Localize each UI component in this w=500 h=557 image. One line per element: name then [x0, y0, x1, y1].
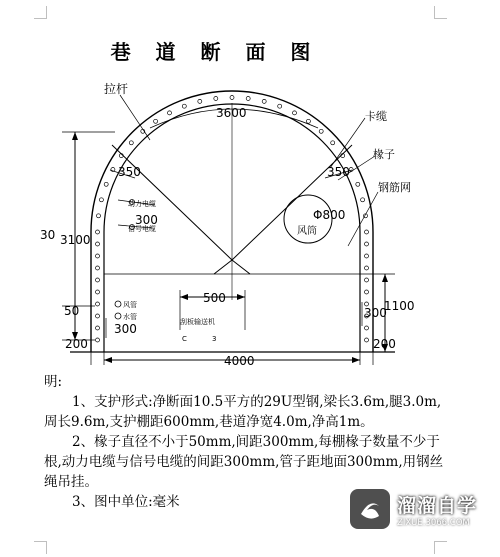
notes-heading: 明:: [44, 374, 63, 390]
label-rafter: 椽子: [373, 148, 395, 161]
note-item-1: 1、支护形式:净断面10.5平方的29U型钢,梁长3.6m,腿3.0m,周长9.6m,支护棚距600mm,巷道净宽4.0m,净高1m。: [44, 394, 442, 430]
arrow-head: [180, 294, 188, 300]
label-phi800: Φ800: [313, 208, 346, 222]
label-dim-3: 3: [212, 335, 217, 343]
watermark-logo-icon: [350, 489, 390, 529]
rafter-dot: [96, 266, 100, 270]
rafter-dot: [99, 198, 103, 202]
rafter-dot: [97, 214, 101, 218]
dim-30-text: 30: [40, 228, 56, 242]
dim-200-right-text: 200: [373, 337, 396, 351]
dim-1100-text: 1100: [384, 299, 415, 313]
leader-pull-rod: [120, 95, 150, 140]
dim-50-text: 50: [64, 304, 80, 318]
rafter-dot: [96, 278, 100, 282]
label-steel-mesh: 钢筋网: [378, 181, 411, 194]
rafter-dot: [306, 119, 310, 123]
watermark-url: ZIXUE.3066.COM: [397, 517, 470, 528]
rafter-dot: [365, 290, 369, 294]
rafter-dot: [356, 182, 360, 186]
rafter-dot: [365, 230, 369, 234]
rafter-dot: [331, 141, 335, 145]
dim-350-right-text: 350: [327, 165, 350, 179]
document-title: 巷 道 断 面 图: [110, 40, 320, 64]
arrow-head: [237, 294, 245, 300]
pipe-circle: [115, 313, 121, 319]
dim-500-text: 500: [203, 291, 226, 305]
rafter-dot: [293, 111, 297, 115]
rafter-dot: [96, 254, 100, 258]
radial-line: [232, 260, 250, 274]
rafter-dot: [96, 314, 100, 318]
rafter-dot: [182, 104, 186, 108]
dim-3100-text: 3100: [60, 233, 91, 247]
dim-200-left-text: 200: [65, 337, 88, 351]
rafter-dot: [365, 242, 369, 246]
dim-4000-text: 4000: [224, 354, 255, 368]
dim-300-right-text: 300: [364, 306, 387, 320]
rafter-dot: [96, 290, 100, 294]
rafter-dot: [365, 278, 369, 282]
rafter-dot: [96, 242, 100, 246]
rafter-dot: [96, 302, 100, 306]
label-signal-cable: 信号电缆: [128, 225, 156, 233]
label-wind-pipe: 风管: [123, 301, 137, 309]
rafter-dot: [319, 129, 323, 133]
rafter-dot: [230, 96, 234, 100]
page-corner-mark-bottom-right: [434, 541, 447, 554]
note-item-2: 2、椽子直径不小于50mm,间距300mm,每棚椽子数量不少于根,动力电缆与信号电缆的间距300mm,管子距地面300mm,用钢丝绳吊挂。: [44, 434, 444, 490]
dim-350-left-text: 350: [118, 165, 141, 179]
rafter-dot: [365, 266, 369, 270]
rafter-dot: [96, 230, 100, 234]
label-dim-c: C: [182, 335, 187, 343]
rafter-dot: [361, 198, 365, 202]
rafter-dot: [262, 99, 266, 103]
rafter-dot: [154, 119, 158, 123]
watermark: [350, 484, 480, 534]
note-item-3: 3、图中单位:毫米: [72, 494, 180, 510]
label-power-cable: 动力电缆: [128, 200, 156, 208]
label-machine: 刮板输送机: [180, 318, 215, 326]
rafter-dot: [168, 111, 172, 115]
rafter-dot: [246, 97, 250, 101]
rafter-dot: [365, 254, 369, 258]
page-corner-mark-bottom-left: [34, 541, 47, 554]
rafter-dot: [214, 97, 218, 101]
dim-300-left-text: 300: [114, 322, 137, 336]
rafter-dot: [129, 141, 133, 145]
arrow-head: [72, 132, 78, 140]
label-water-pipe: 水管: [123, 313, 137, 321]
rafter-dot: [365, 326, 369, 330]
rafter-dot: [96, 338, 100, 342]
rafter-dot: [104, 182, 108, 186]
radial-line: [214, 260, 232, 274]
label-cable-clamp: 卡缆: [365, 110, 387, 123]
dim-300-top-text: 300: [135, 213, 158, 227]
rafter-dot: [278, 104, 282, 108]
arrow-head: [352, 357, 360, 363]
rafter-dot: [365, 338, 369, 342]
label-pull-rod: 拉杆: [104, 82, 129, 96]
arrow-head: [104, 357, 112, 363]
rafter-dot: [96, 326, 100, 330]
rafter-dot: [198, 99, 202, 103]
dim-3600-text: 3600: [216, 106, 247, 120]
pipe-circle: [115, 301, 121, 307]
leader-cable-clamp: [330, 118, 365, 168]
label-air-duct: 风筒: [297, 226, 317, 237]
arrow-head: [382, 274, 388, 282]
watermark-name: 溜溜自学: [397, 494, 478, 517]
